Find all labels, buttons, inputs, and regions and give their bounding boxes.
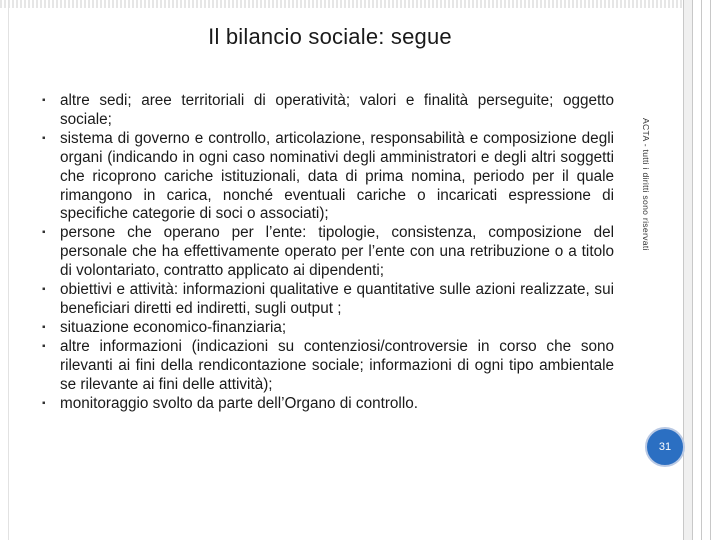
bullet-icon: ▪ xyxy=(42,227,46,239)
left-border-line xyxy=(8,0,9,540)
list-item-text: persone che operano per l’ente: tipologie, consistenza, composizione del personale che ha effettivamente operato per l’ente con una retribuzione o a titolo di volontariato, contratto applicato ai dipendenti; xyxy=(60,224,614,280)
bullet-list xyxy=(42,92,614,413)
list-item-text: altre sedi; aree territoriali di operatività; valori e finalità perseguite; oggetto sociale; xyxy=(60,92,614,128)
list-item-text: altre informazioni (indicazioni su contenziosi/controversie in corso che sono rilevanti ai fini della rendicontazione sociale; informazioni di ogni tipo ambientale se rilevante ai fini delle attività); xyxy=(60,337,614,393)
list-item xyxy=(42,281,614,319)
right-border-line xyxy=(692,0,693,540)
bullet-icon: ▪ xyxy=(42,95,46,106)
right-border-line xyxy=(701,0,702,540)
page-number-badge: 31 xyxy=(645,427,685,467)
list-item xyxy=(42,224,614,281)
top-decorative-strip xyxy=(0,0,683,8)
list-item xyxy=(42,92,614,130)
slide-title: Il bilancio sociale: segue xyxy=(208,24,452,49)
bullet-icon: ▪ xyxy=(42,397,46,409)
list-item-text: sistema di governo e controllo, articolazione, responsabilità e composizione degli organi (indicando in ogni caso nominativi degli amministratori e degli altri soggetti che ricoprono cariche istituzionali, data di prima nomina, periodo per il quale rimangono in carica, nonché eventuali cariche o incaricati espressione di specifiche categorie di soci o associati); xyxy=(60,129,614,223)
copyright-side-note: ACTA - tutti i diritti sono riservati xyxy=(641,118,651,251)
list-item xyxy=(42,319,614,338)
right-border-band xyxy=(684,0,692,540)
bullet-icon: ▪ xyxy=(42,321,46,333)
right-border-line xyxy=(710,0,711,540)
list-item-text: obiettivi e attività: informazioni qualitative e quantitative sulle azioni realizzate, sui beneficiari diretti ed indiretti, sugli output ; xyxy=(60,281,614,317)
list-item xyxy=(42,395,614,414)
bullet-icon: ▪ xyxy=(42,284,46,296)
right-border-line xyxy=(683,0,684,540)
list-item xyxy=(42,338,614,395)
bullet-icon: ▪ xyxy=(42,340,46,352)
list-item-text: monitoraggio svolto da parte dell’Organo di controllo. xyxy=(60,394,418,412)
bullet-icon: ▪ xyxy=(42,132,46,144)
list-item xyxy=(42,130,614,225)
list-item-text: situazione economico-finanziaria; xyxy=(60,318,287,336)
